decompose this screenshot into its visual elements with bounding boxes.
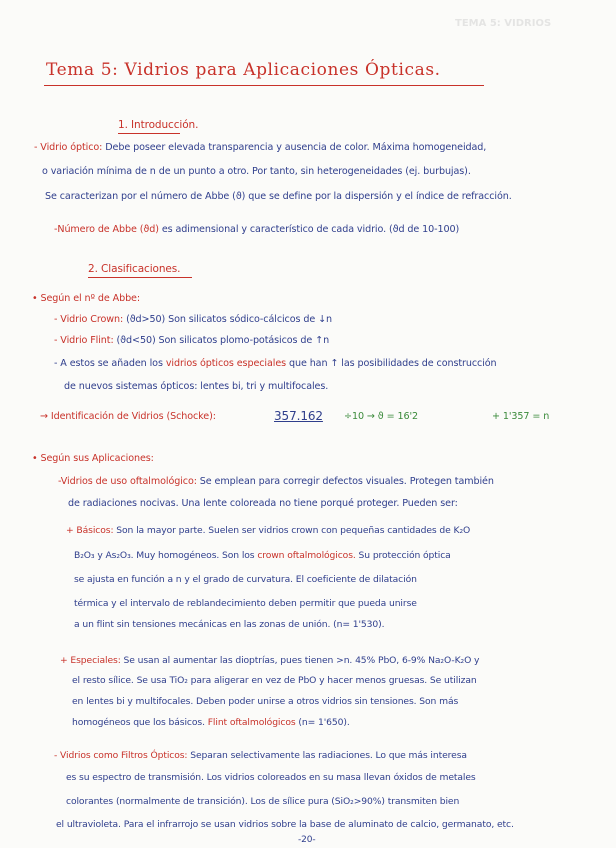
text-line: Se caracterizan por el número de Abbe (ϑ) que se define por la dispersión y el índice de refracción. [45, 191, 512, 202]
text-line: + Especiales: Se usan al aumentar las dioptrías, pues tienen >n. 45% PbO, 6-9% Na₂O-K₂O y [60, 655, 480, 666]
text-line: el resto sílice. Se usa TiO₂ para aligerar en vez de PbO y hacer menos gruesas. Se utilizan [72, 675, 477, 686]
text-line: -Vidrios de uso oftalmológico: Se emplean para corregir defectos visuales. Protegen también [58, 476, 494, 487]
text-line: - Vidrios como Filtros Ópticos: Separan selectivamente las radiaciones. Lo que más interesa [54, 750, 467, 761]
section-underline [88, 277, 192, 278]
title-underline [44, 85, 484, 86]
text-line: - Vidrio óptico: Debe poseer elevada transparencia y ausencia de color. Máxima homogeneidad, [34, 142, 487, 153]
text-line: - Vidrio Crown: (ϑd>50) Son silicatos sódico-cálcicos de ↓n [54, 314, 333, 325]
text-line: se ajusta en función a n y el grado de curvatura. El coeficiente de dilatación [74, 574, 417, 585]
section-underline [118, 133, 180, 134]
text-line: es su espectro de transmisión. Los vidrios coloreados en su masa llevan óxidos de metales [66, 772, 476, 783]
text-line: el ultravioleta. Para el infrarrojo se usan vidrios sobre la base de aluminato de calcio, germanato, etc. [56, 819, 514, 830]
text-line: - A estos se añaden los vidrios ópticos especiales que han ↑ las posibilidades de construcción [54, 358, 497, 369]
text-line: B₂O₃ y As₂O₃. Muy homogéneos. Son los crown oftalmológicos. Su protección óptica [74, 550, 451, 561]
text-line: → Identificación de Vidrios (Schocke): [40, 411, 216, 422]
text-line: • Según sus Aplicaciones: [32, 453, 154, 464]
text-line: o variación mínima de n de un punto a otro. Por tanto, sin heterogeneidades (ej. burbujas). [42, 166, 471, 177]
section-heading-clasificaciones: 2. Clasificaciones. [88, 263, 181, 275]
text-line: en lentes bi y multifocales. Deben poder unirse a otros vidrios sin tensiones. Son más [72, 696, 459, 707]
text-line: - Vidrio Flint: (ϑd<50) Son silicatos plomo-potásicos de ↑n [54, 335, 330, 346]
refraction-calc: + 1'357 = n [492, 411, 550, 422]
text-line: -Número de Abbe (ϑd) es adimensional y característico de cada vidrio. (ϑd de 10-100) [54, 224, 460, 235]
text-line: colorantes (normalmente de transición). Los de sílice pura (SiO₂>90%) transmiten bien [66, 796, 460, 807]
text-line: homogéneos que los básicos. Flint oftalmológicos (n= 1'650). [72, 717, 350, 728]
page-number: -20- [298, 835, 316, 845]
text-line: de nuevos sistemas ópticos: lentes bi, tri y multifocales. [64, 381, 329, 392]
section-heading-introduccion: 1. Introducción. [118, 119, 199, 131]
abbe-calc: ÷10 → ϑ = 16'2 [344, 411, 419, 422]
glass-code: 357.162 [274, 409, 323, 423]
text-line: + Básicos: Son la mayor parte. Suelen ser vidrios crown con pequeñas cantidades de K₂O [66, 525, 471, 536]
text-line: • Según el nº de Abbe: [32, 293, 140, 304]
text-line: térmica y el intervalo de reblandecimiento deben permitir que pueda unirse [74, 598, 417, 609]
header-bleed-through: TEMA 5: VIDRIOS [455, 18, 552, 29]
text-line: a un flint sin tensiones mecánicas en las zonas de unión. (n= 1'530). [74, 619, 385, 630]
text-line: de radiaciones nocivas. Una lente coloreada no tiene porqué proteger. Pueden ser: [68, 498, 458, 509]
page-title: Tema 5: Vidrios para Aplicaciones Ópticas. [46, 60, 441, 80]
